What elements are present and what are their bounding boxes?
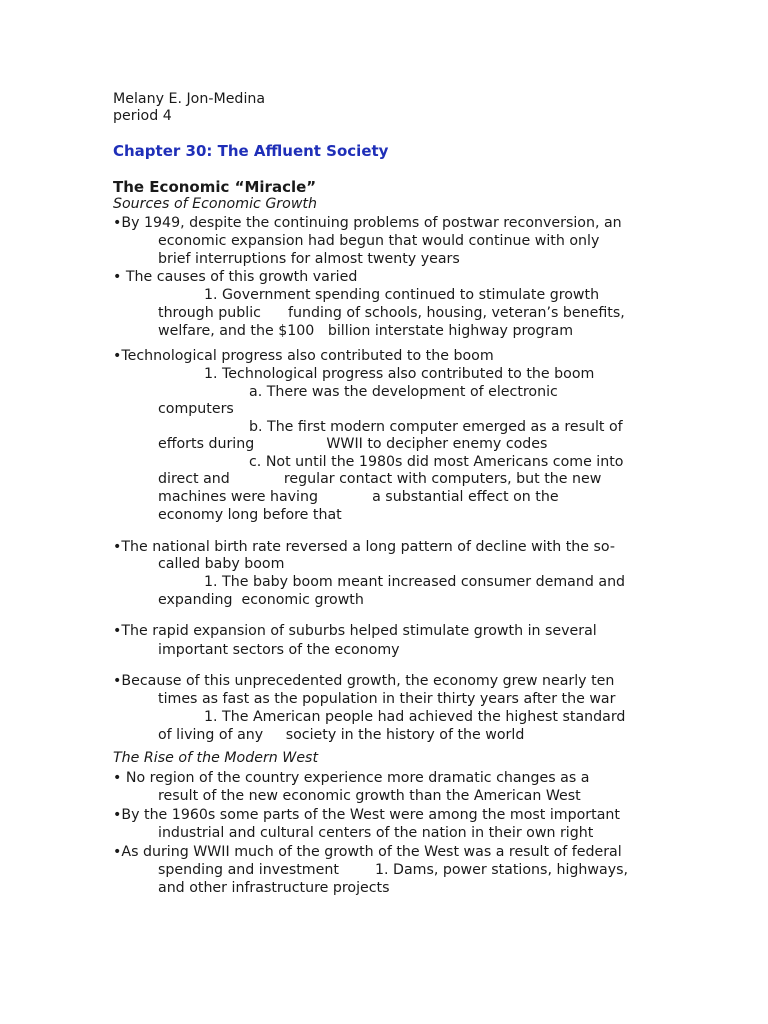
numbered-line: 1. Technological progress also contributed to the boom	[204, 366, 595, 382]
continuation-line: of living of any society in the history of the world	[158, 727, 525, 743]
continuation-line: economy long before that	[158, 507, 342, 523]
continuation-line: through public funding of schools, housing, veteran’s benefits,	[158, 305, 625, 321]
bullet-line: •By the 1960s some parts of the West were among the most important	[113, 807, 620, 823]
continuation-line: computers	[158, 401, 234, 417]
continuation-line: brief interruptions for almost twenty years	[158, 251, 460, 267]
continuation-line: economic expansion had begun that would continue with only	[158, 233, 600, 249]
numbered-line: 1. The American people had achieved the highest standard	[204, 709, 626, 725]
bullet-line: •The rapid expansion of suburbs helped stimulate growth in several	[113, 623, 597, 639]
bullet-line: •The national birth rate reversed a long pattern of decline with the so-	[113, 539, 615, 555]
numbered-line: 1. Government spending continued to stimulate growth	[204, 287, 600, 303]
bullet-line: •As during WWII much of the growth of the West was a result of federal	[113, 844, 622, 860]
section-subheading: The Rise of the Modern West	[113, 750, 319, 766]
bullet-line: •Because of this unprecedented growth, the economy grew nearly ten	[113, 673, 615, 689]
lettered-line: b. The first modern computer emerged as a result of	[249, 419, 623, 435]
bullet-line: • No region of the country experience more dramatic changes as a	[113, 770, 590, 786]
continuation-line: called baby boom	[158, 556, 285, 572]
continuation-line: efforts during WWII to decipher enemy codes	[158, 436, 548, 452]
continuation-line: expanding economic growth	[158, 592, 364, 608]
continuation-line: times as fast as the population in their thirty years after the war	[158, 691, 616, 707]
class-period: period 4	[113, 108, 172, 124]
lettered-line: a. There was the development of electronic	[249, 384, 558, 400]
continuation-line: important sectors of the economy	[158, 642, 400, 658]
bullet-line: • The causes of this growth varied	[113, 269, 358, 285]
continuation-line: spending and investment 1. Dams, power stations, highways,	[158, 862, 628, 878]
continuation-line: industrial and cultural centers of the nation in their own right	[158, 825, 594, 841]
continuation-line: welfare, and the $100 billion interstate highway program	[158, 323, 574, 339]
continuation-line: machines were having a substantial effect on the	[158, 489, 559, 505]
section-heading: The Economic “Miracle”	[113, 178, 317, 196]
continuation-line: result of the new economic growth than the American West	[158, 788, 581, 804]
continuation-line: direct and regular contact with computers, but the new	[158, 471, 602, 487]
continuation-line: and other infrastructure projects	[158, 880, 390, 896]
bullet-line: •By 1949, despite the continuing problems of postwar reconversion, an	[113, 215, 622, 231]
bullet-line: •Technological progress also contributed to the boom	[113, 348, 494, 364]
numbered-line: 1. The baby boom meant increased consumer demand and	[204, 574, 626, 590]
lettered-line: c. Not until the 1980s did most Americans come into	[249, 454, 624, 470]
author-name: Melany E. Jon-Medina	[113, 91, 266, 107]
chapter-title: Chapter 30: The Affluent Society	[113, 142, 389, 160]
section-subheading: Sources of Economic Growth	[113, 196, 317, 212]
